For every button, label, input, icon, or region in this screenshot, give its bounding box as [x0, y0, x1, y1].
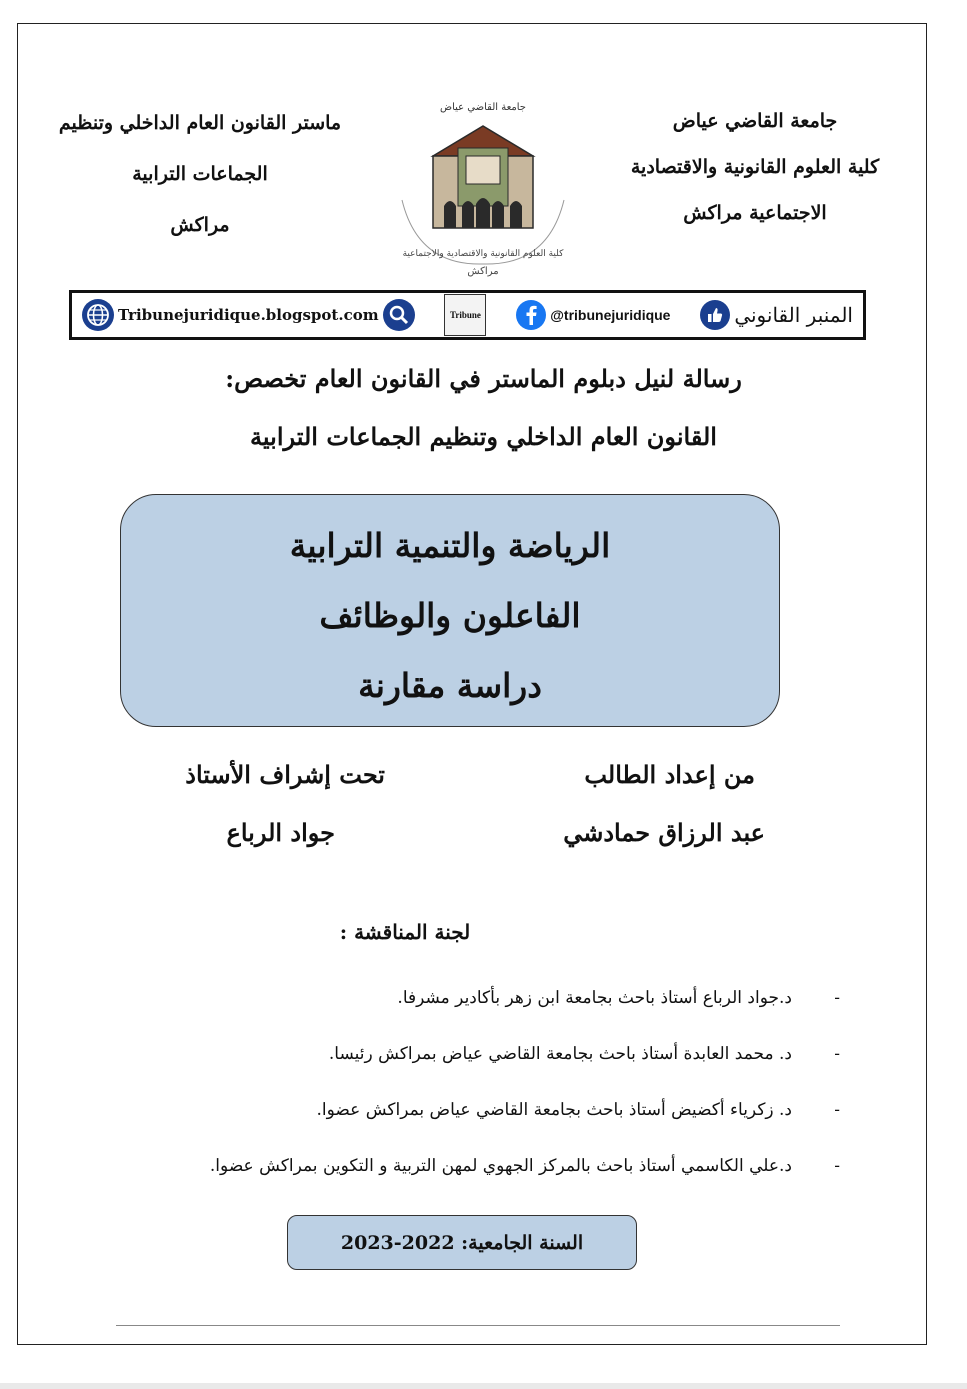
list-dash: -	[834, 1043, 840, 1064]
facebook-handle[interactable]: @tribunejuridique	[550, 307, 671, 323]
academic-year: السنة الجامعية: 2022-2023	[340, 1231, 584, 1254]
header-left-line-1: ماستر القانون العام الداخلي وتنظيم	[58, 112, 342, 134]
thumbs-up-icon	[700, 300, 730, 330]
tribune-logo	[444, 294, 486, 336]
supervisor-label: تحت إشراف الأستاذ	[185, 760, 385, 789]
header-left-line-3: مراكش	[170, 213, 230, 236]
member-text: د.جواد الرباع أستاذ باحث بجامعة ابن زهر بأكادير مشرفا.	[397, 987, 792, 1008]
member-text: د.علي الكاسمي أستاذ باحث بالمركز الجهوي لمهن التربية و التكوين بمراكش عضوا.	[209, 1155, 792, 1176]
search-icon[interactable]	[383, 299, 415, 331]
globe-icon	[82, 299, 114, 331]
header-right	[630, 110, 880, 247]
footer-rule	[116, 1325, 840, 1326]
website-link[interactable]: Tribunejuridique.blogspot.com	[118, 306, 379, 324]
header-left-line-2: الجماعات الترابية	[132, 162, 268, 185]
title-line-3: دراسة مقارنة	[358, 666, 542, 705]
bottom-strip	[0, 1383, 967, 1389]
list-dash: -	[834, 987, 840, 1008]
title-box	[120, 494, 780, 727]
header-left	[40, 112, 360, 264]
committee-member	[160, 985, 840, 1010]
student-label: من إعداد الطالب	[584, 760, 755, 789]
list-dash: -	[834, 1099, 840, 1120]
supervisor-name: جواد الرباع	[226, 818, 335, 847]
member-text: د. محمد العابدة أستاذ باحث بجامعة القاضي عياض بمراكش رئيسا.	[328, 1043, 792, 1064]
logo-caption-ring: كلية العلوم القانونية والاقتصادية والاجتماعية	[402, 249, 564, 259]
faculty-city: الاجتماعية مراكش	[683, 201, 827, 224]
page-name: المنبر القانوني	[734, 303, 853, 327]
committee-member	[160, 1041, 840, 1066]
faculty-name: كلية العلوم القانونية والاقتصادية	[630, 155, 880, 178]
social-bar	[69, 290, 866, 340]
logo-caption-top: جامعة القاضي عياض	[439, 102, 527, 113]
academic-year-box	[287, 1215, 637, 1270]
title-line-1: الرياضة والتنمية الترابية	[289, 526, 611, 565]
title-line-2: الفاعلون والوظائف	[319, 596, 581, 635]
student-name: عبد الرزاق حمادشي	[563, 818, 765, 847]
committee-member	[160, 1097, 840, 1122]
committee-list	[160, 985, 840, 1209]
committee-title: لجنة المناقشة :	[339, 920, 471, 944]
university-name: جامعة القاضي عياض	[672, 110, 838, 132]
thesis-line-1: رسالة لنيل دبلوم الماستر في القانون العام تخصص:	[225, 364, 742, 393]
logo-caption-bottom: مراكش	[467, 266, 499, 277]
committee-member	[160, 1153, 840, 1178]
member-text: د. زكرياء أكضيض أستاذ باحث بجامعة القاضي عياض بمراكش عضوا.	[316, 1099, 792, 1120]
thesis-line-2: القانون العام الداخلي وتنظيم الجماعات الترابية	[250, 422, 717, 451]
tribune-logo-text: Tribune	[450, 310, 481, 320]
facebook-icon[interactable]	[516, 300, 546, 330]
list-dash: -	[834, 1155, 840, 1176]
faculty-logo	[388, 96, 578, 281]
